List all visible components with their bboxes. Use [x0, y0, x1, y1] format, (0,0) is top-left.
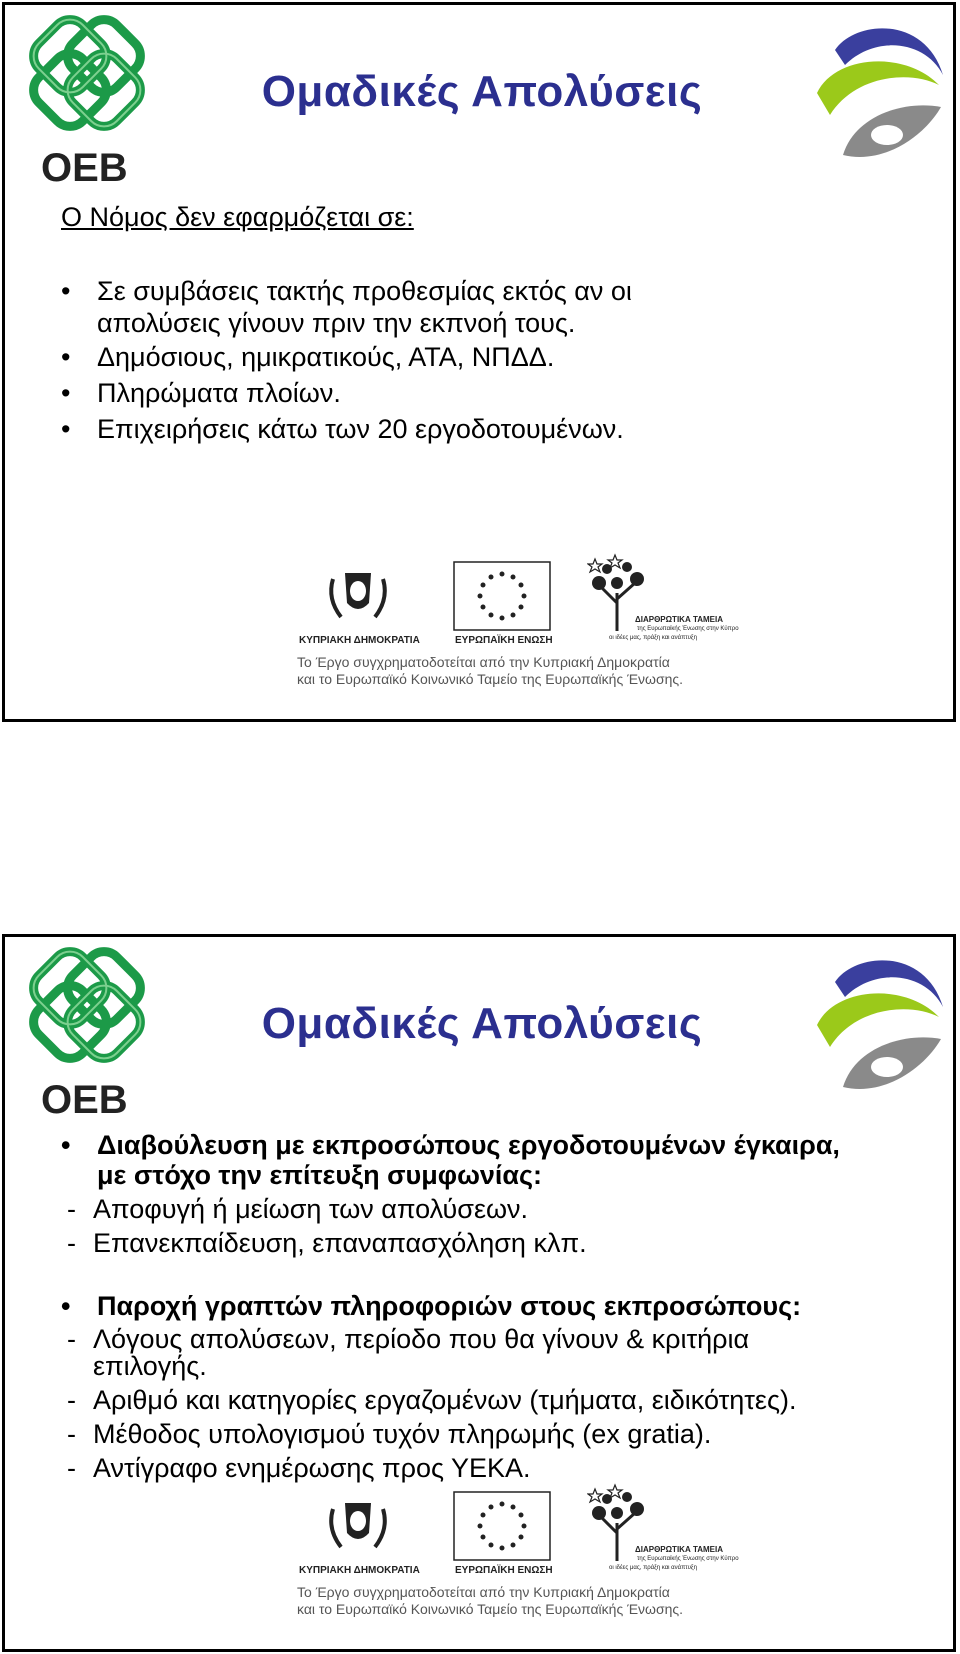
list-item: - Αριθμό και κατηγορίες εργαζομένων (τμήματα, ειδικότητες).	[67, 1385, 797, 1415]
funds-subcaption: οι ιδέες μας, πράξη και ανάπτυξη	[609, 635, 697, 641]
list-item: - Αντίγραφο ενημέρωσης προς ΥΕΚΑ.	[67, 1453, 531, 1483]
cyprus-emblem-icon	[323, 1489, 393, 1559]
list-item: - Μέθοδος υπολογισμού τυχόν πληρωμής (ex gratia).	[67, 1419, 712, 1449]
list-item: - Επανεκπαίδευση, επαναπασχόληση κλπ.	[67, 1228, 587, 1258]
sponsor-footer	[5, 553, 956, 693]
eu-caption: ΕΥΡΩΠΑΪΚΗ ΕΝΩΣΗ	[455, 1565, 553, 1576]
funds-subcaption: οι ιδέες μας, πράξη και ανάπτυξη	[609, 1565, 697, 1571]
eu-caption: ΕΥΡΩΠΑΪΚΗ ΕΝΩΣΗ	[455, 635, 553, 646]
list-item: - Λόγους απολύσεων, περίοδο που θα γίνουν & κριτήρια	[67, 1324, 750, 1354]
slide-2: OEB Ομαδικές Απολύσεις • Διαβούλευση με εκπροσώπους εργοδοτουμένων έγκαιρα, με στόχο την επίτευξη συμφωνίας: - Αποφυγή ή μείωση των απολύσεων. - Επανεκπαίδευση, επαναπασχόληση κλπ. • Παροχή γραπτών πληροφοριών στους εκπροσώπους: - Λόγους απολύσεων, περίοδο που θα γίνουν & κριτήρια επιλογής. - Αριθμό και κατηγορίες εργαζομένων (τμήματα, ειδικότητες). - Μέθοδος υπολογισμού τυχόν πληρωμής (ex gratia). - Αντίγραφο ενημέρωσης προς ΥΕΚΑ. ΚΥΠΡΙΑΚΗ ΔΗΜΟΚΡΑΤΙΑ ΕΥΡΩΠΑΪΚΗ ΕΝΩΣΗ ΔΙΑΡΘΡΩΤΙΚΑ ΤΑΜΕΙΑ της Ευρωπαϊκής Ένωσης στην Κύπρο οι ιδέες μας, πράξη και ανάπτυξη Το Έργο συγχρηματοδοτείται από την Κυπριακή Δημοκρατία και το Ευρωπαϊκό Κοινωνικό Ταμείο της Ευρωπαϊκής Ένωσης.	[2, 934, 956, 1652]
funding-note-line2: και το Ευρωπαϊκό Κοινωνικό Ταμείο της Ευρωπαϊκής Ένωσης.	[297, 1601, 684, 1617]
list-item: - Αποφυγή ή μείωση των απολύσεων.	[67, 1194, 529, 1224]
slide-title: Ομαδικές Απολύσεις	[261, 999, 703, 1048]
funding-note-line1: Το Έργο συγχρηματοδοτείται από την Κυπριακή Δημοκρατία	[297, 1584, 670, 1600]
funding-note-line2: και το Ευρωπαϊκό Κοινωνικό Ταμείο της Ευρωπαϊκής Ένωσης.	[297, 671, 684, 687]
swoosh-logo	[815, 947, 945, 1102]
funds-subcaption: της Ευρωπαϊκής Ένωσης στην Κύπρο	[637, 626, 739, 632]
funds-subcaption: της Ευρωπαϊκής Ένωσης στην Κύπρο	[637, 1556, 739, 1562]
list-item-continuation: επιλογής.	[93, 1351, 207, 1381]
slide-title: Ομαδικές Απολύσεις	[261, 67, 703, 116]
svg-text:OEB: OEB	[41, 1078, 128, 1117]
eu-flag-icon	[453, 561, 551, 631]
cyprus-caption: ΚΥΠΡΙΑΚΗ ΔΗΜΟΚΡΑΤΙΑ	[299, 635, 420, 646]
sponsor-footer	[5, 1483, 956, 1623]
svg-text:OEB: OEB	[41, 146, 128, 185]
eu-flag-icon	[453, 1491, 551, 1561]
funds-caption: ΔΙΑΡΘΡΩΤΙΚΑ ΤΑΜΕΙΑ	[635, 1545, 724, 1554]
cyprus-emblem-icon	[323, 559, 393, 629]
cyprus-caption: ΚΥΠΡΙΑΚΗ ΔΗΜΟΚΡΑΤΙΑ	[299, 1565, 420, 1576]
funds-caption: ΔΙΑΡΘΡΩΤΙΚΑ ΤΑΜΕΙΑ	[635, 615, 724, 624]
subheading: Ο Νόμος δεν εφαρμόζεται σε:	[61, 202, 414, 232]
funding-note-line1: Το Έργο συγχρηματοδοτείται από την Κυπριακή Δημοκρατία	[297, 654, 670, 670]
swoosh-logo	[815, 15, 945, 170]
slide-1: OEB Ομαδικές Απολύσεις Ο Νόμος δεν εφαρμόζεται σε: • Σε συμβάσεις τακτής προθεσμίας εκτός αν οι απολύσεις γίνουν πριν την εκπνοή τους. • Δημόσιους, ημικρατικούς, ΑΤΑ, ΝΠΔΔ. • Πληρώματα πλοίων. • Επιχειρήσεις κάτω των 20 εργοδοτουμένων. ΚΥΠΡΙΑΚΗ ΔΗΜΟΚΡΑΤΙΑ ΕΥΡΩΠΑΪΚΗ ΕΝΩΣΗ ΔΙΑΡΘΡΩΤΙΚΑ ΤΑΜΕΙΑ της Ευρωπαϊκής Ένωσης στην Κύπρο οι ιδέες μας, πράξη και ανάπτυξη Το Έργο συγχρηματοδοτείται από την Κυπριακή Δημοκρατία και το Ευρωπαϊκό Κοινωνικό Ταμείο της Ευρωπαϊκής Ένωσης.	[2, 2, 956, 722]
